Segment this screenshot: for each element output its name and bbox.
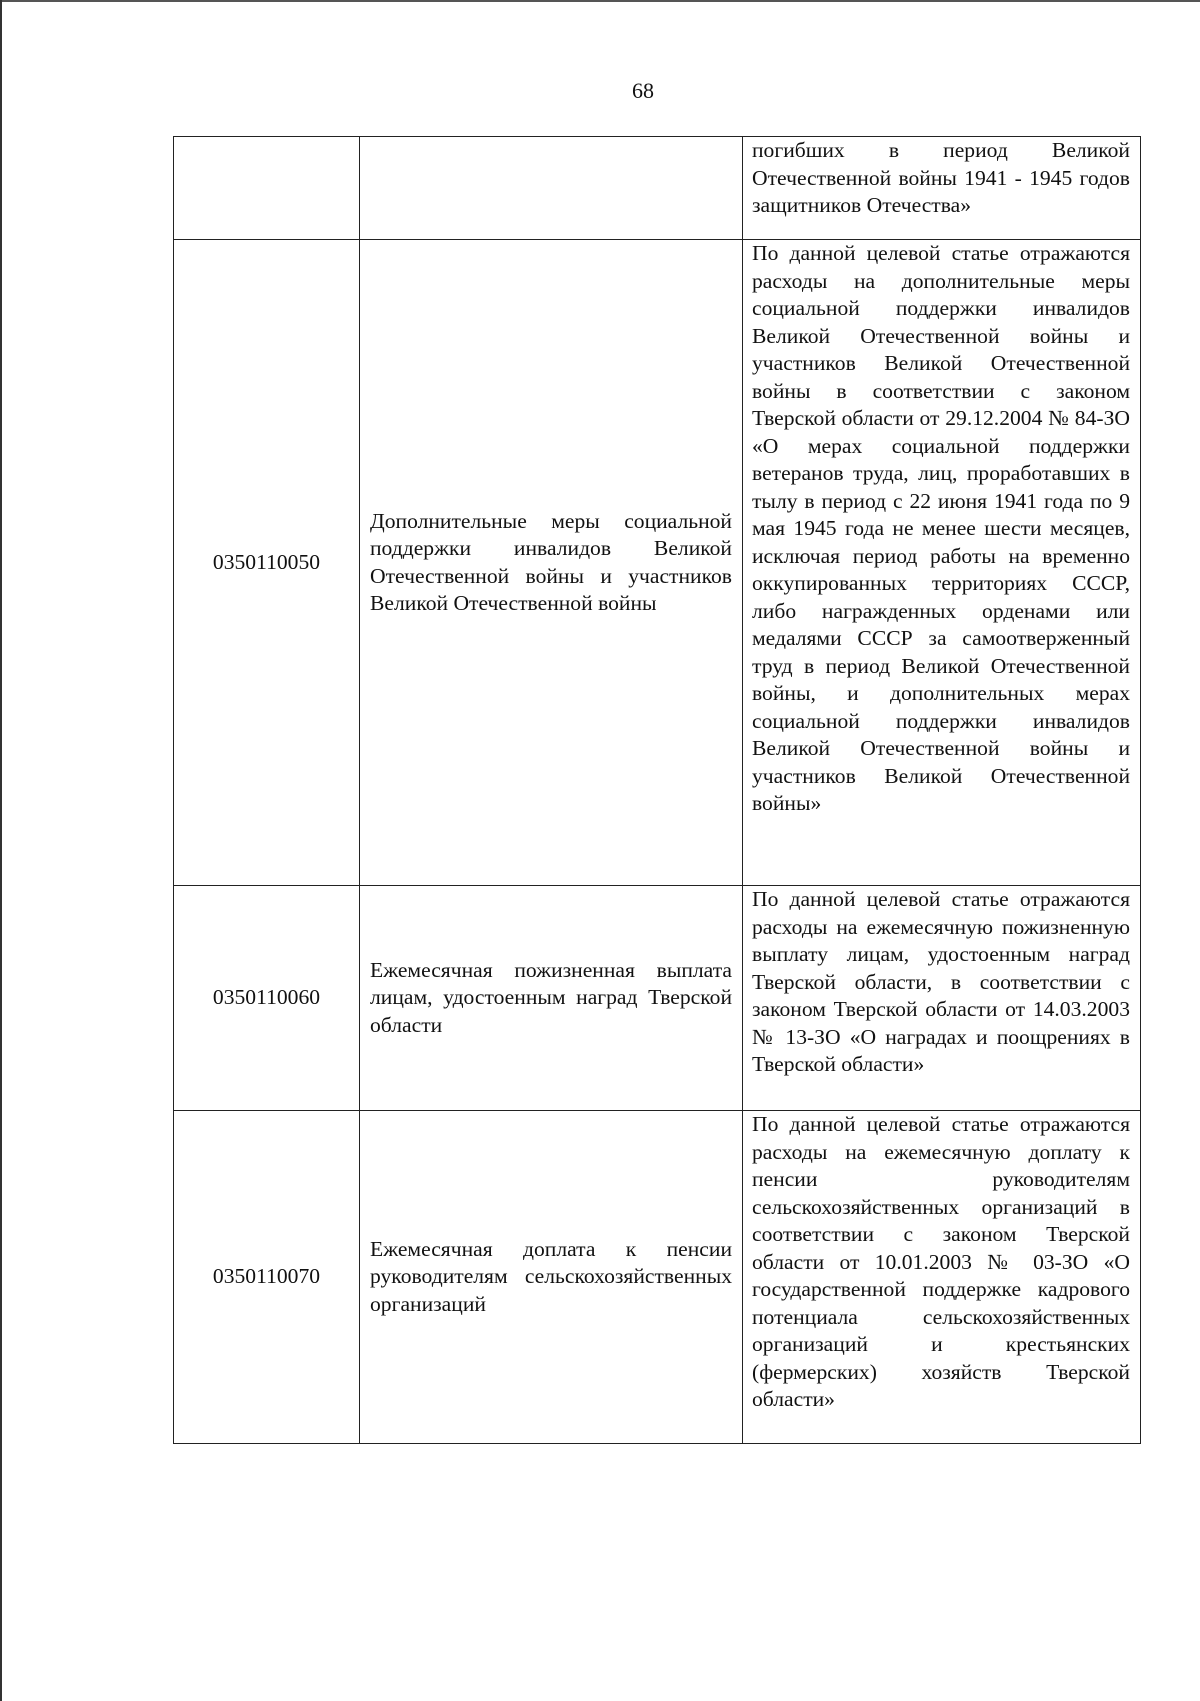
row-name: Ежемесячная доплата к пенсии руководителям сельскохозяйственных организаций xyxy=(360,1111,743,1444)
row-code xyxy=(174,137,360,240)
table-row xyxy=(174,1111,1141,1444)
scan-top-edge xyxy=(0,0,1200,2)
table-row xyxy=(174,886,1141,1111)
scan-left-edge xyxy=(0,0,2,1701)
row-code: 0350110070 xyxy=(174,1111,360,1444)
row-description: погибших в период Великой Отечественной войны 1941 - 1945 годов защитников Отечества» xyxy=(743,137,1141,240)
row-description: По данной целевой статье отражаются расходы на дополнительные меры социальной поддержки инвалидов Великой Отечественной войны и участников Великой Отечественной войны в соответствии с законом Тверской области от 29.12.2004 № 84-ЗО «О мерах социальной поддержки ветеранов труда, лиц, проработавших в тылу в период с 22 июня 1941 года по 9 мая 1945 года не менее шести месяцев, исключая период работы на временно оккупированных территориях СССР, либо награжденных орденами или медалями СССР за самоотверженный труд в период Великой Отечественной войны, и дополнительных мерах социальной поддержки инвалидов Великой Отечественной войны и участников Великой Отечественной войны» xyxy=(743,240,1141,886)
row-code: 0350110060 xyxy=(174,886,360,1111)
budget-target-articles-table xyxy=(173,136,1141,1444)
table-row xyxy=(174,137,1141,240)
row-name xyxy=(360,137,743,240)
row-code: 0350110050 xyxy=(174,240,360,886)
row-description: По данной целевой статье отражаются расходы на ежемесячную пожизненную выплату лицам, удостоенным наград Тверской области, в соответствии с законом Тверской области от 14.03.2003 № 13-ЗО «О наградах и поощрениях в Тверской области» xyxy=(743,886,1141,1111)
row-name: Дополнительные меры социальной поддержки инвалидов Великой Отечественной войны и участников Великой Отечественной войны xyxy=(360,240,743,886)
page-number: 68 xyxy=(632,78,654,103)
row-description: По данной целевой статье отражаются расходы на ежемесячную доплату к пенсии руководителям сельскохозяйственных организаций в соответствии с законом Тверской области от 10.01.2003 № 03-ЗО «О государственной поддержке кадрового потенциала сельскохозяйственных организаций и крестьянских (фермерских) хозяйств Тверской области» xyxy=(743,1111,1141,1444)
table-row xyxy=(174,240,1141,886)
row-name: Ежемесячная пожизненная выплата лицам, удостоенным наград Тверской области xyxy=(360,886,743,1111)
